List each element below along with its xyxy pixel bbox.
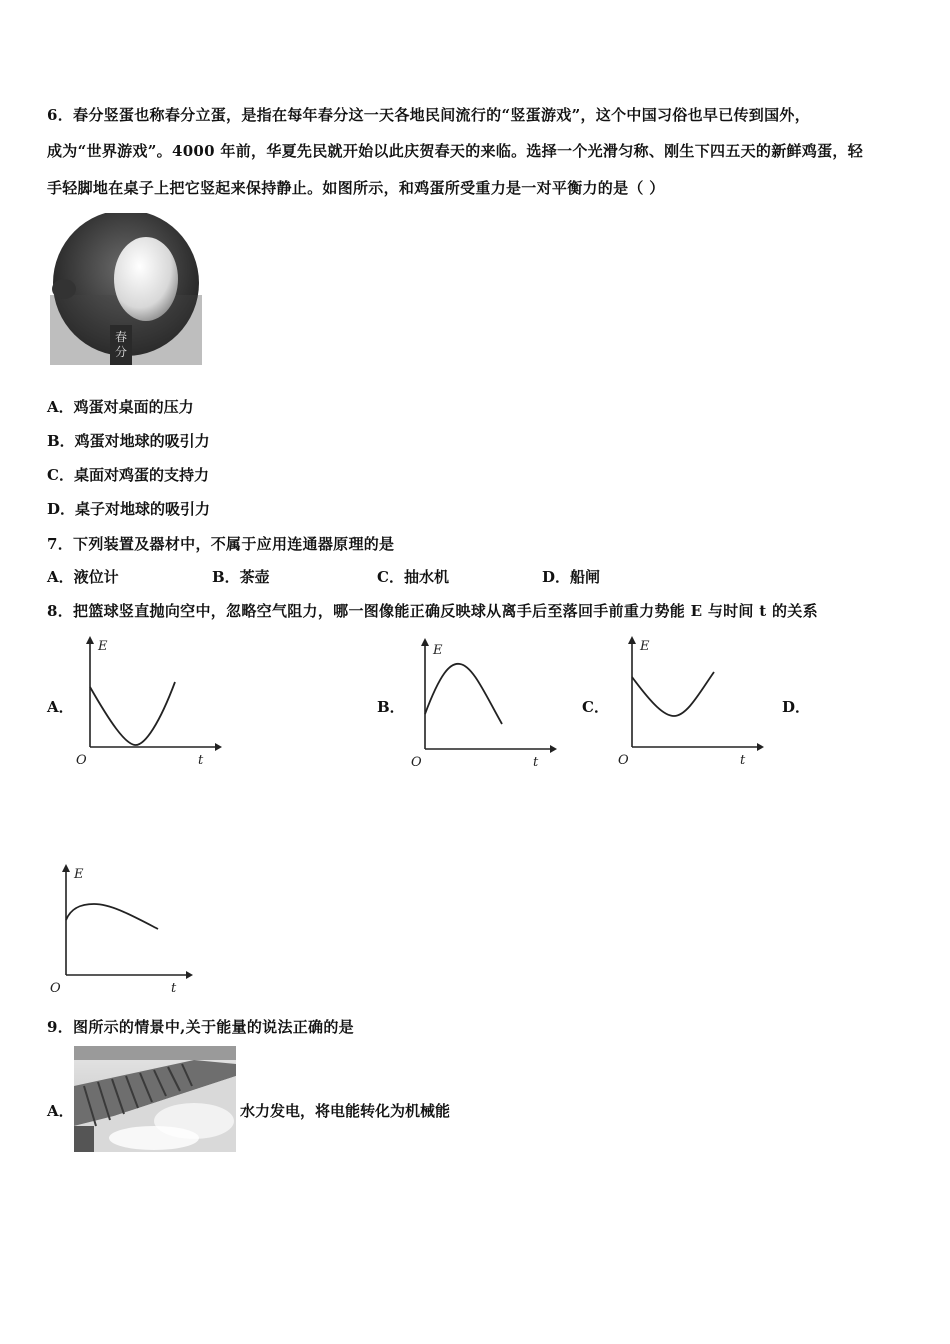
q8-label-b: B． — [377, 698, 405, 716]
q6-option-d: D．桌子对地球的吸引力 — [47, 500, 211, 518]
origin-label: O — [50, 981, 61, 996]
egg-caption-2: 分 — [114, 345, 128, 359]
x-arrow — [215, 743, 222, 751]
egg-photo — [50, 213, 202, 365]
q9-option-a-label: A． — [47, 1102, 74, 1120]
y-label: E — [640, 639, 650, 654]
y-label: E — [98, 639, 108, 654]
q9-stem: 9．图所示的情景中,关于能量的说法正确的是 — [47, 1018, 354, 1036]
q6-stem-line2: 成为“世界游戏”。4000 年前，华夏先民就开始以此庆贺春天的来临。选择一个光滑匀称、刚生下四五天的新鲜鸡蛋，轻 — [47, 142, 864, 160]
q7-option-d: D．船闸 — [542, 568, 601, 586]
q8-label-c: C． — [582, 698, 609, 716]
q6-option-c: C．桌面对鸡蛋的支持力 — [47, 466, 209, 484]
q8-label-a: A． — [47, 698, 74, 716]
q8-graph-c — [612, 632, 772, 772]
dam-photo — [74, 1046, 236, 1152]
q6-stem-line1: 6．春分竖蛋也称春分立蛋，是指在每年春分这一天各地民间流行的“竖蛋游戏”，这个中国习俗也早已传到国外， — [47, 106, 810, 124]
q8-label-d: D． — [782, 698, 811, 716]
x-label: t — [171, 981, 177, 996]
x-label: t — [533, 755, 539, 770]
origin-label: O — [411, 755, 422, 770]
y-label: E — [433, 643, 443, 658]
q8-stem: 8．把篮球竖直抛向空中，忽略空气阻力，哪一图像能正确反映球从离手后至落回手前重力势能 E 与时间 t 的关系 — [47, 602, 818, 620]
q7-stem: 7．下列装置及器材中，不属于应用连通器原理的是 — [47, 535, 395, 553]
y-label: E — [74, 867, 84, 882]
curve-a — [90, 682, 175, 745]
origin-label: O — [76, 753, 87, 768]
q6-option-b: B．鸡蛋对地球的吸引力 — [47, 432, 210, 450]
q8-graph-a — [70, 632, 230, 772]
q8-graph-b — [405, 634, 565, 774]
q6-option-a: A．鸡蛋对桌面的压力 — [47, 398, 194, 416]
x-label: t — [198, 753, 204, 768]
q8-graph-d — [46, 860, 206, 1000]
q7-option-c: C．抽水机 — [377, 568, 449, 586]
q9-option-a-text: 水力发电，将电能转化为机械能 — [240, 1102, 451, 1120]
y-arrow — [86, 636, 94, 644]
q7-option-a: A．液位计 — [47, 568, 119, 586]
x-label: t — [740, 753, 746, 768]
origin-label: O — [618, 753, 629, 768]
curve-c — [632, 672, 714, 716]
curve-d — [66, 904, 158, 929]
egg-caption-1: 春 — [114, 330, 128, 344]
q6-stem-line3: 手轻脚地在桌子上把它竖起来保持静止。如图所示，和鸡蛋所受重力是一对平衡力的是（ ） — [47, 179, 665, 197]
q7-option-b: B．茶壶 — [212, 568, 270, 586]
curve-b — [425, 664, 502, 724]
